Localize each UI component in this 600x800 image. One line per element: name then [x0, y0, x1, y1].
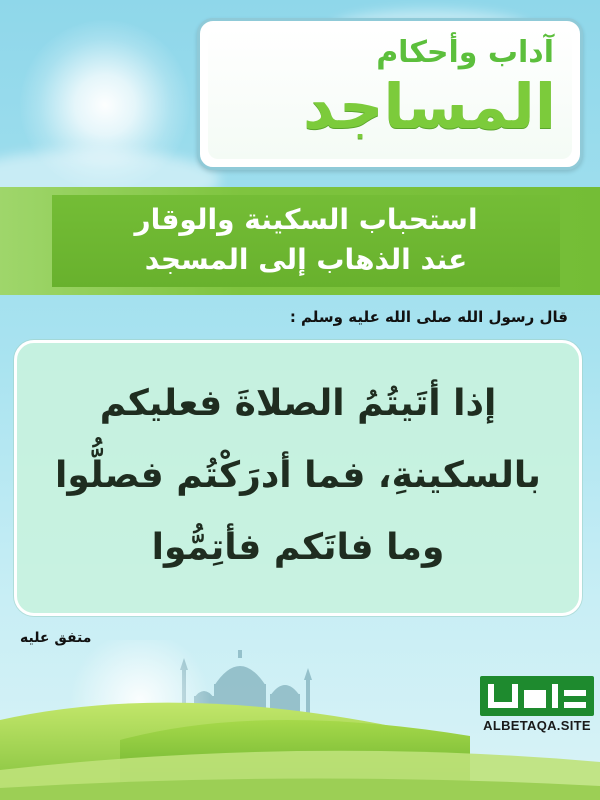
site-logo[interactable] — [474, 674, 600, 740]
subtitle-band — [0, 187, 600, 295]
hadith-intro: قال رسول الله صلى الله عليه وسلم : — [289, 308, 568, 326]
subtitle-band-inner — [52, 195, 560, 287]
title-small: آداب وأحكام — [376, 35, 554, 70]
title-card — [197, 18, 583, 170]
hadith-card — [14, 340, 582, 616]
hadith-line-1: إذا أتَيتُمُ الصلاةَ فعليكم — [99, 383, 497, 424]
subtitle-line-2: عند الذهاب إلى المسجد — [144, 243, 468, 276]
subtitle-line-1: استحباب السكينة والوقار — [134, 203, 478, 236]
logo-site-url: ALBETAQA.SITE — [483, 718, 591, 733]
hadith-line-2: بالسكينةِ، فما أدرَكْتُم فصلُّوا — [55, 455, 541, 496]
hadith-line-3: وما فاتَكم فأتِمُّوا — [151, 527, 445, 568]
logo-emblem — [480, 676, 594, 716]
hadith-source: متفق عليه — [20, 630, 92, 646]
title-big: المساجد — [303, 70, 556, 143]
